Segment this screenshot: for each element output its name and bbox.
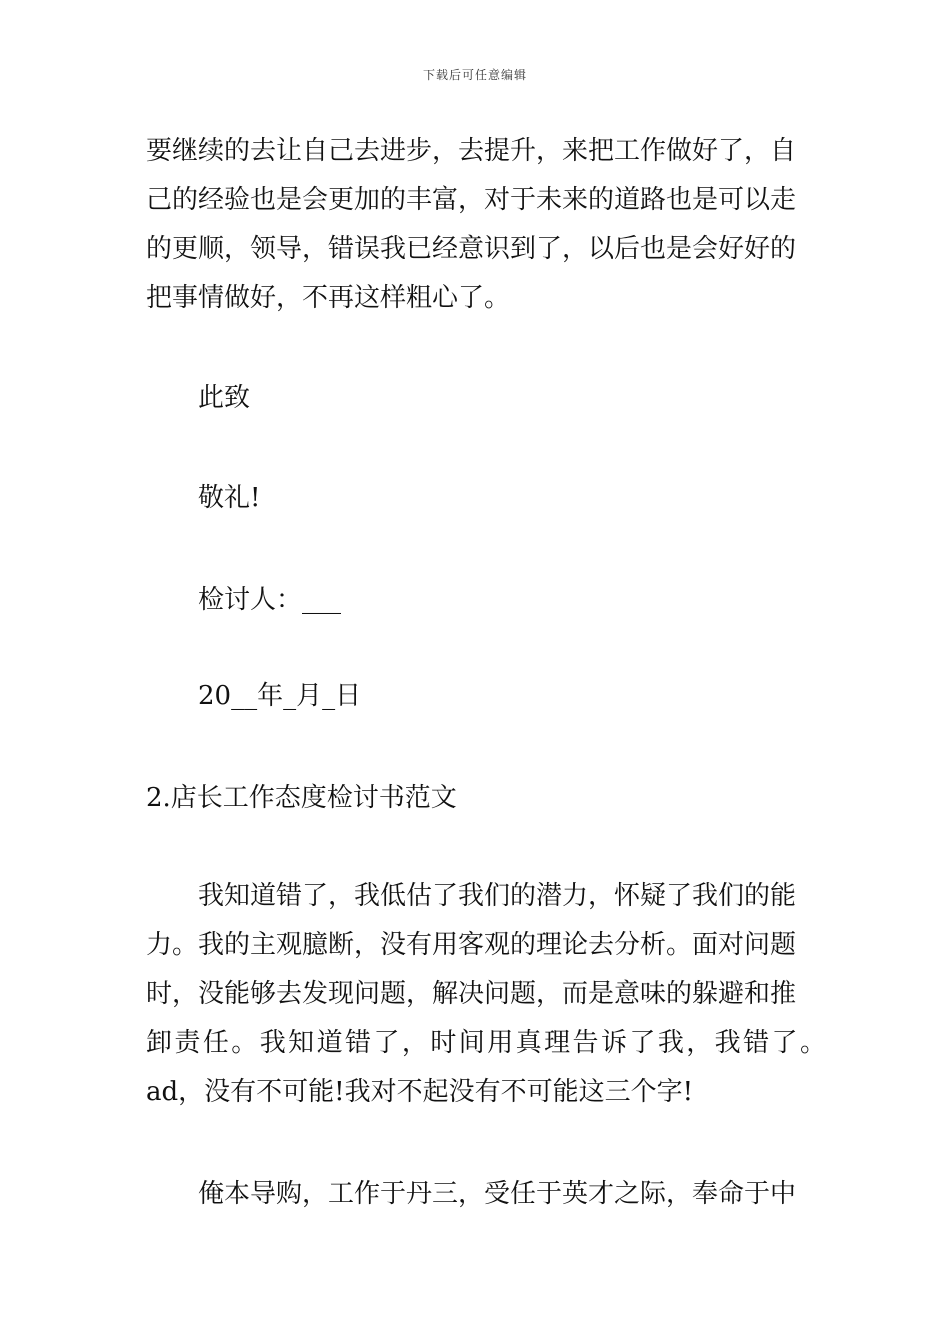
- section-title: 2.店长工作态度检讨书范文: [146, 783, 457, 813]
- closing-salutation: 此致: [198, 383, 251, 413]
- date-line: 20__年_月_日: [198, 681, 362, 711]
- paragraph-line: 力。我的主观臆断，没有用客观的理论去分析。面对问题: [146, 930, 797, 960]
- paragraph-line: 己的经验也是会更加的丰富，对于未来的道路也是可以走: [146, 185, 797, 215]
- closing-respect: 敬礼!: [198, 483, 261, 513]
- paragraph-line: 的更顺，领导，错误我已经意识到了，以后也是会好好的: [146, 234, 797, 264]
- paragraph-line: 时，没能够去发现问题，解决问题，而是意味的躲避和推: [146, 979, 797, 1009]
- signer-line: 检讨人：___: [198, 585, 342, 615]
- paragraph-line: 要继续的去让自己去进步，去提升，来把工作做好了，自: [146, 136, 797, 166]
- section-paragraph-2: [146, 1170, 836, 1219]
- paragraph-line: ad，没有不可能!我对不起没有不可能这三个字!: [146, 1077, 694, 1107]
- page-header: 下载后可任意编辑: [422, 68, 527, 82]
- paragraph-line: 我知道错了，我低估了我们的潜力，怀疑了我们的能: [198, 881, 797, 911]
- paragraph-line: 俺本导购，工作于丹三，受任于英才之际，奉命于中: [198, 1179, 797, 1209]
- paragraph-continuation: [146, 127, 836, 323]
- section-paragraph-1: [146, 872, 836, 1117]
- paragraph-line: 把事情做好，不再这样粗心了。: [146, 283, 511, 313]
- paragraph-line: 卸责任。我知道错了，时间用真理告诉了我，我错了。: [146, 1028, 826, 1058]
